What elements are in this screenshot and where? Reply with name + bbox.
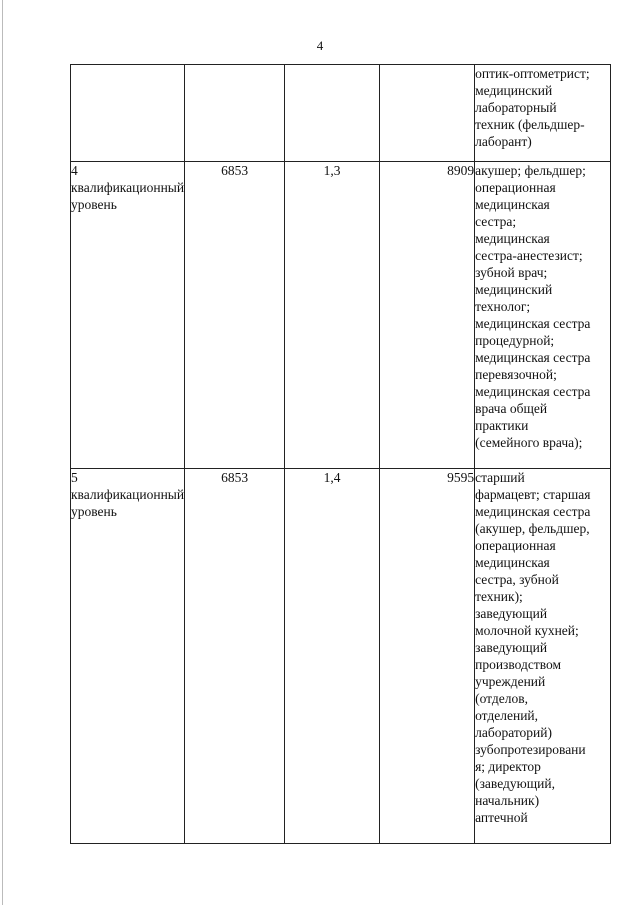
position-line: заведующий — [475, 606, 548, 621]
salary-cell: 6853 — [185, 162, 285, 469]
position-line: медицинская — [475, 555, 550, 570]
position-line: технолог; — [475, 299, 531, 314]
position-line: медицинская — [475, 231, 550, 246]
coefficient-cell: 1,3 — [285, 162, 380, 469]
salary-cell: 6853 — [185, 469, 285, 844]
coefficient-cell — [285, 65, 380, 162]
position-line: медицинская сестра — [475, 350, 591, 365]
positions-cell — [475, 65, 611, 162]
position-line: медицинская сестра — [475, 316, 591, 331]
position-line: (отделов, — [475, 691, 528, 706]
table-row — [71, 65, 611, 162]
position-line: сестра, зубной — [475, 572, 559, 587]
position-line: операционная — [475, 180, 556, 195]
position-line: операционная — [475, 538, 556, 553]
position-line: перевязочной; — [475, 367, 557, 382]
table-row — [71, 469, 611, 844]
position-line: старший — [475, 470, 525, 485]
position-line: медицинская — [475, 197, 550, 212]
position-line: лабораторий) — [475, 725, 553, 740]
qualification-level-cell — [71, 162, 185, 469]
position-line: техник); — [475, 589, 523, 604]
position-line: сестра-анестезист; — [475, 248, 583, 263]
qualification-level-label: 5 квалификационный уровень — [71, 470, 185, 519]
salary-cell — [185, 65, 285, 162]
position-line: молочной кухней; — [475, 623, 579, 638]
position-line: практики — [475, 418, 529, 433]
position-line: учреждений — [475, 674, 546, 689]
position-line: зубной врач; — [475, 265, 548, 280]
qualification-level-cell — [71, 469, 185, 844]
position-line: зубопротезировани — [475, 742, 586, 757]
positions-cell — [475, 162, 611, 469]
position-line: лаборант) — [475, 134, 532, 149]
qualification-table — [70, 64, 611, 844]
position-line: медицинский — [475, 83, 553, 98]
total-salary-cell — [380, 65, 475, 162]
position-line: аптечной — [475, 810, 528, 825]
position-line: производством — [475, 657, 562, 672]
position-line: заведующий — [475, 640, 548, 655]
scan-edge-line — [2, 0, 3, 905]
positions-cell — [475, 469, 611, 844]
position-line: акушер; фельдшер; — [475, 163, 586, 178]
total-salary-cell: 9595 — [380, 469, 475, 844]
position-line: медицинская сестра — [475, 504, 591, 519]
table-row — [71, 162, 611, 469]
position-line: техник (фельдшер- — [475, 117, 585, 132]
position-line: лабораторный — [475, 100, 557, 115]
position-line: сестра; — [475, 214, 517, 229]
position-line: медицинская сестра — [475, 384, 591, 399]
position-line: врача общей — [475, 401, 548, 416]
position-line: я; директор — [475, 759, 541, 774]
position-line: начальник) — [475, 793, 540, 808]
qualification-level-cell — [71, 65, 185, 162]
position-line: фармацевт; старшая — [475, 487, 591, 502]
position-line: процедурной; — [475, 333, 555, 348]
page-number: 4 — [316, 38, 324, 53]
position-line: медицинский — [475, 282, 553, 297]
position-line: отделений, — [475, 708, 539, 723]
position-line: (семейного врача); — [475, 435, 583, 450]
qualification-level-label: 4 квалификационный уровень — [71, 163, 185, 212]
total-salary-cell: 8909 — [380, 162, 475, 469]
position-line: оптик-оптометрист; — [475, 66, 590, 81]
position-line: (заведующий, — [475, 776, 555, 791]
coefficient-cell: 1,4 — [285, 469, 380, 844]
position-line: (акушер, фельдшер, — [475, 521, 590, 536]
